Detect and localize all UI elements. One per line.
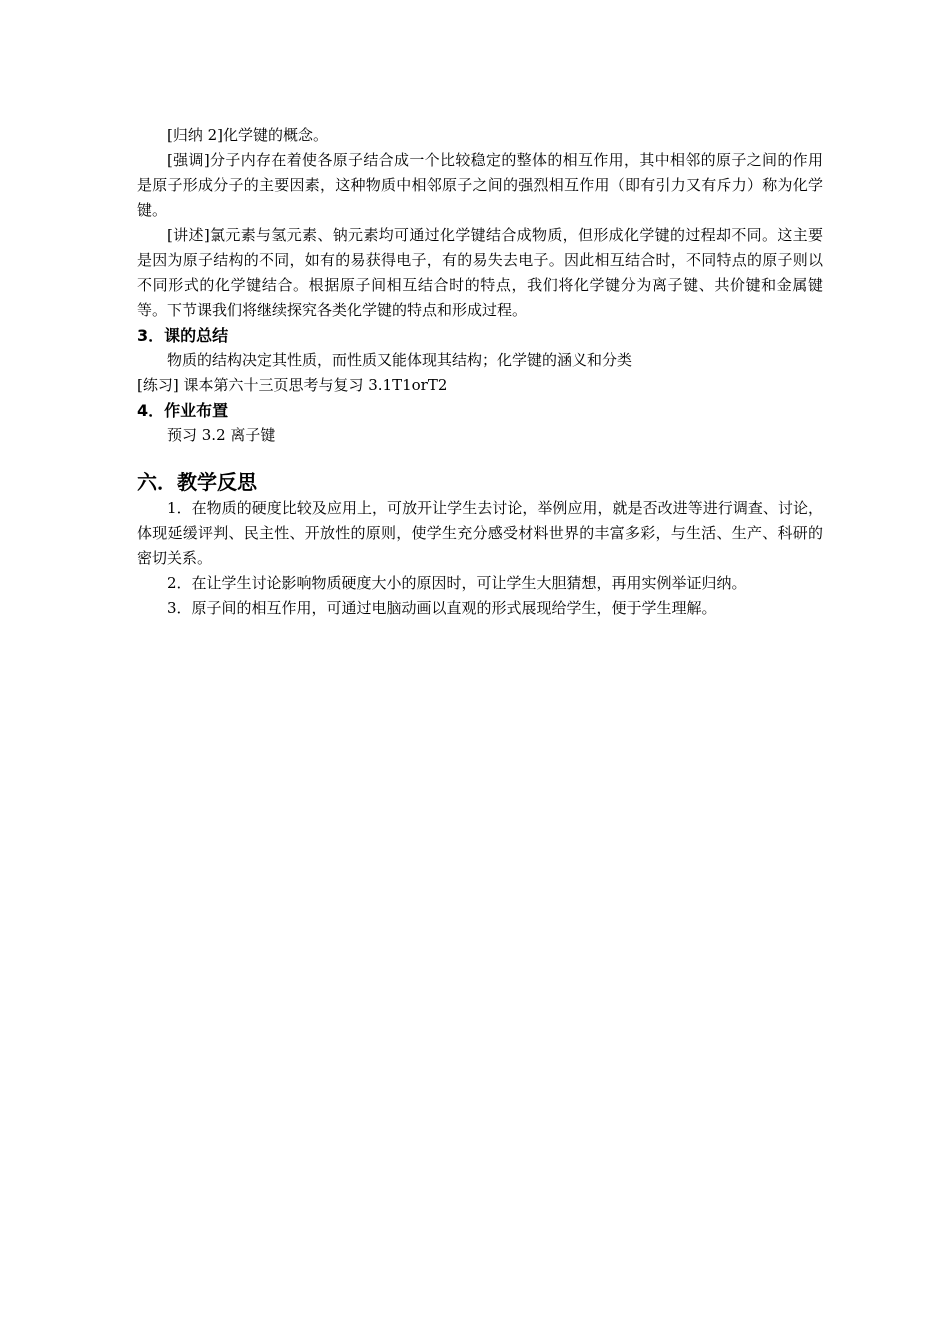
- guina-paragraph: [归纳 2]化学键的概念。: [167, 126, 329, 144]
- homework-text: 预习 3.2 离子键: [167, 426, 276, 444]
- homework-heading: 4．作业布置: [137, 401, 229, 420]
- lesson-summary-heading: 3．课的总结: [137, 326, 229, 345]
- jiangshu-paragraph: [讲述]氯元素与氢元素、钠元素均可通过化学键结合成物质，但形成化学键的过程却不同。这主要是因为原子结构的不同，如有的易获得电子，有的易失去电子。因此相互结合时，不同特点的原子则以不同形式的化学键结合。根据原子间相互结合时的特点，我们将化学键分为离子键、共价键和金属键等。下节课我们将继续探究各类化学键的特点和形成过程。: [137, 226, 823, 319]
- document-page: [137, 123, 823, 621]
- reflection-heading: 六．教学反思: [137, 470, 257, 494]
- reflection-item-3: 3．原子间的相互作用，可通过电脑动画以直观的形式展现给学生，便于学生理解。: [167, 599, 717, 617]
- exercise-line: [练习] 课本第六十三页思考与复习 3.1T1orT2: [137, 376, 448, 394]
- lesson-summary-text: 物质的结构决定其性质，而性质又能体现其结构；化学键的涵义和分类: [167, 351, 633, 369]
- reflection-item-2: 2．在让学生讨论影响物质硬度大小的原因时，可让学生大胆猜想，再用实例举证归纳。: [167, 574, 747, 592]
- reflection-item-1: 1．在物质的硬度比较及应用上，可放开让学生去讨论，举例应用，就是否改进等进行调查、讨论，体现延缓评判、民主性、开放性的原则，使学生充分感受材料世界的丰富多彩，与生活、生产、科研的密切关系。: [137, 499, 823, 567]
- qiangdiao-paragraph: [强调]分子内存在着使各原子结合成一个比较稳定的整体的相互作用，其中相邻的原子之间的作用是原子形成分子的主要因素，这种物质中相邻原子之间的强烈相互作用（即有引力又有斥力）称为化学键。: [137, 151, 823, 219]
